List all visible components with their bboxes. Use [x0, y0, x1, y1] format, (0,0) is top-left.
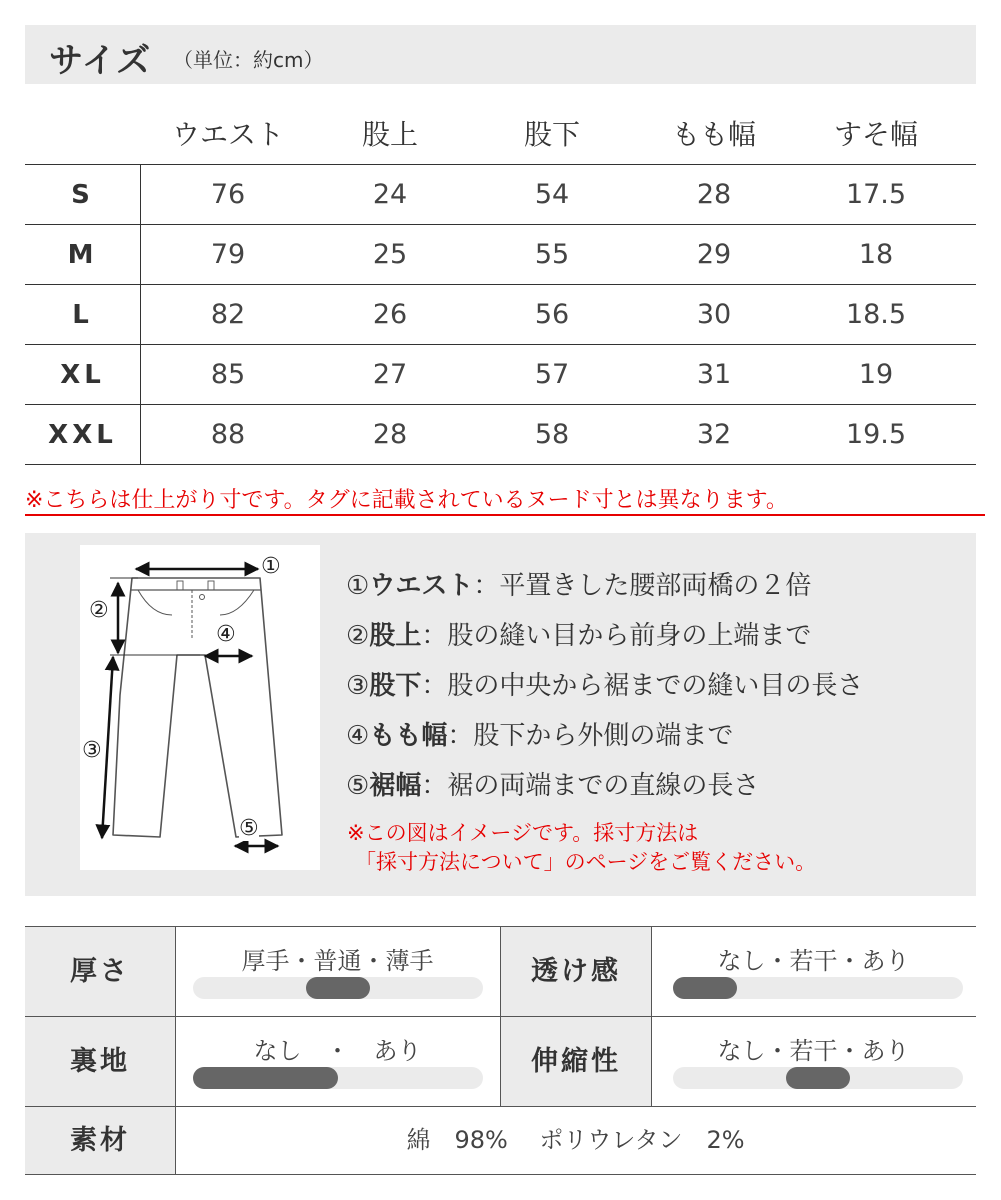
table-row — [25, 225, 976, 285]
sheerness-label: 透け感 — [501, 927, 651, 1016]
lining-indicator — [193, 1067, 338, 1089]
marker-3: ③ — [82, 738, 102, 763]
lining-track — [193, 1067, 483, 1089]
col-header-waist: ウエスト — [171, 118, 284, 151]
cell-rise: 27 — [372, 359, 408, 390]
measurement-method-note: 「採寸方法について」のページをご覧ください。 — [355, 850, 817, 874]
col-header-hem: すそ幅 — [833, 118, 918, 151]
cell-thigh: 31 — [696, 359, 732, 390]
cell-thigh: 30 — [696, 299, 732, 330]
cell-rise: 26 — [372, 299, 408, 330]
cell-waist: 76 — [210, 179, 246, 210]
cell-rise: 28 — [372, 419, 408, 450]
thickness-scale: 厚手・普通・薄手 — [241, 947, 434, 975]
guide-item-thigh: ④もも幅：股下から外側の端まで — [346, 721, 734, 751]
col-header-thigh: もも幅 — [671, 118, 756, 151]
thickness-track — [193, 977, 483, 999]
spec-divider — [25, 1174, 976, 1175]
cell-rise: 24 — [372, 179, 408, 210]
table-row — [25, 165, 976, 225]
cell-thigh: 29 — [696, 239, 732, 270]
size-label: M — [67, 240, 98, 270]
table-row — [25, 285, 976, 345]
cell-inseam: 55 — [534, 239, 570, 270]
marker-2: ② — [89, 598, 109, 623]
stretch-label: 伸縮性 — [501, 1017, 651, 1106]
table-row — [25, 345, 976, 405]
col-header-inseam: 股下 — [523, 118, 580, 151]
cell-waist: 85 — [210, 359, 246, 390]
cell-rise: 25 — [372, 239, 408, 270]
guide-item-waist: ①ウエスト：平置きした腰部両橋の２倍 — [346, 571, 812, 601]
marker-1: ① — [261, 554, 281, 579]
size-title: サイズ — [49, 41, 152, 81]
col-header-rise: 股上 — [361, 118, 418, 151]
image-note: ※この図はイメージです。採寸方法は — [347, 821, 699, 845]
material-label: 素材 — [25, 1107, 175, 1174]
lining-label: 裏地 — [25, 1017, 175, 1106]
cell-inseam: 57 — [534, 359, 570, 390]
finished-size-note: ※こちらは仕上がり寸です。タグに記載されているヌード寸とは異なります。 — [25, 488, 788, 513]
cell-hem: 18.5 — [845, 299, 907, 330]
size-header — [25, 25, 976, 84]
guide-item-hem: ⑤裾幅：裾の両端までの直線の長さ — [346, 771, 760, 801]
note-underline — [25, 514, 985, 516]
cell-inseam: 54 — [534, 179, 570, 210]
cell-waist: 82 — [210, 299, 246, 330]
cell-hem: 17.5 — [845, 179, 907, 210]
guide-item-rise: ②股上：股の縫い目から前身の上端まで — [346, 621, 812, 651]
thickness-label: 厚さ — [25, 927, 175, 1016]
sheerness-track — [673, 977, 963, 999]
cell-inseam: 56 — [534, 299, 570, 330]
size-label: S — [71, 180, 94, 210]
cell-hem: 19.5 — [845, 419, 907, 450]
marker-5: ⑤ — [239, 816, 259, 841]
stretch-scale: なし・若干・あり — [717, 1037, 910, 1065]
cell-waist: 79 — [210, 239, 246, 270]
size-unit: （単位：約cm） — [173, 48, 324, 72]
cell-inseam: 58 — [534, 419, 570, 450]
stretch-indicator — [786, 1067, 850, 1089]
size-label: XXL — [48, 420, 117, 450]
table-row — [25, 405, 976, 465]
cell-thigh: 32 — [696, 419, 732, 450]
cell-thigh: 28 — [696, 179, 732, 210]
thickness-indicator — [306, 977, 370, 999]
sheerness-scale: なし・若干・あり — [717, 947, 910, 975]
lining-scale: なし ・ あり — [253, 1037, 422, 1065]
measurement-guide — [25, 533, 976, 896]
marker-4: ④ — [216, 622, 236, 647]
guide-item-inseam: ③股下：股の中央から裾までの縫い目の長さ — [346, 671, 864, 701]
material-value: 綿 98% ポリウレタン 2% — [406, 1126, 745, 1154]
size-label: XL — [60, 360, 105, 390]
cell-hem: 19 — [858, 359, 894, 390]
size-label: L — [72, 300, 93, 330]
cell-hem: 18 — [858, 239, 894, 270]
stretch-track — [673, 1067, 963, 1089]
cell-waist: 88 — [210, 419, 246, 450]
sheerness-indicator — [673, 977, 737, 999]
pants-diagram — [80, 545, 320, 870]
